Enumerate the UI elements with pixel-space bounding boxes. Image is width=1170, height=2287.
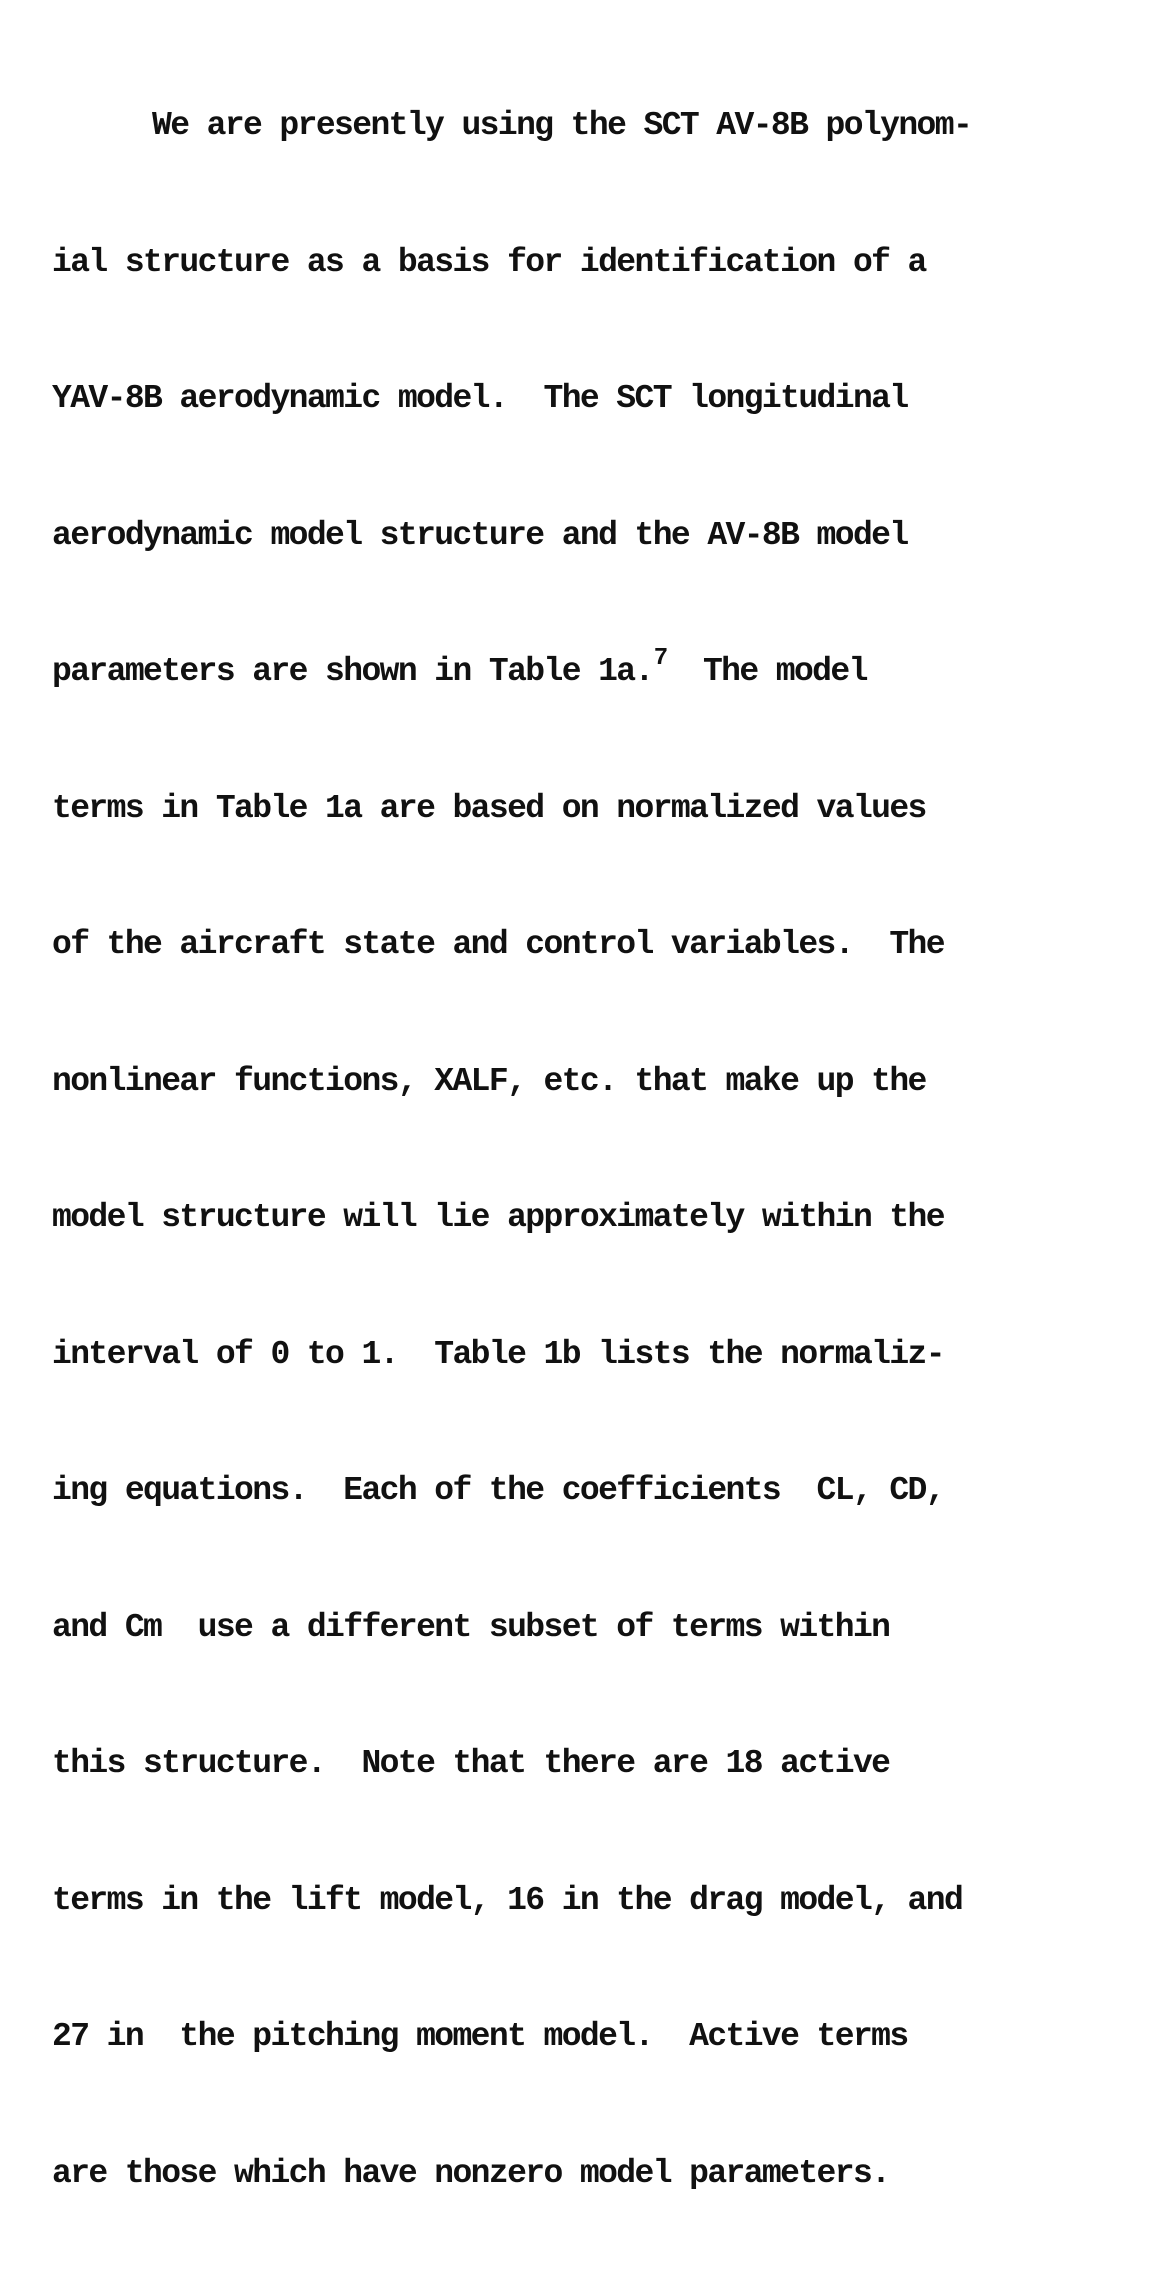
text-line: terms in Table 1a are based on normalized values	[52, 789, 926, 827]
text-line: model structure will lie approximately within the	[52, 1199, 944, 1236]
text-line: and Cm use a different subset of terms within	[52, 1608, 890, 1646]
text-line	[52, 645, 1152, 695]
text-line: YAV-8B aerodynamic model. The SCT longitudinal	[52, 380, 908, 417]
text-line: terms in the lift model, 16 in the drag model, and	[52, 1881, 963, 1919]
text-line-content: parameters are shown in Table 1a.	[52, 653, 653, 690]
text-line: aerodynamic model structure and the AV-8B model	[52, 516, 908, 554]
footnote-reference: 7	[653, 645, 667, 672]
text-line: ing equations. Each of the coefficients CL, CD,	[52, 1472, 944, 1509]
text-line: 27 in the pitching moment model. Active terms	[52, 2018, 908, 2055]
text-line: this structure. Note that there are 18 active	[52, 1745, 890, 1782]
text-line: interval of 0 to 1. Table 1b lists the normaliz-	[52, 1335, 944, 1373]
text-line: are those which have nonzero model parameters.	[52, 2154, 890, 2192]
text-line: ial structure as a basis for identification of a	[52, 243, 926, 281]
text-line: nonlinear functions, XALF, etc. that make up the	[52, 1062, 926, 1100]
text-line: of the aircraft state and control variables. The	[52, 926, 944, 963]
text-line-content: We are presently using the SCT AV-8B polynom-	[152, 107, 972, 144]
text-line	[52, 103, 1152, 149]
body-paragraph	[52, 12, 1152, 2287]
text-line-content: The model	[666, 653, 867, 690]
